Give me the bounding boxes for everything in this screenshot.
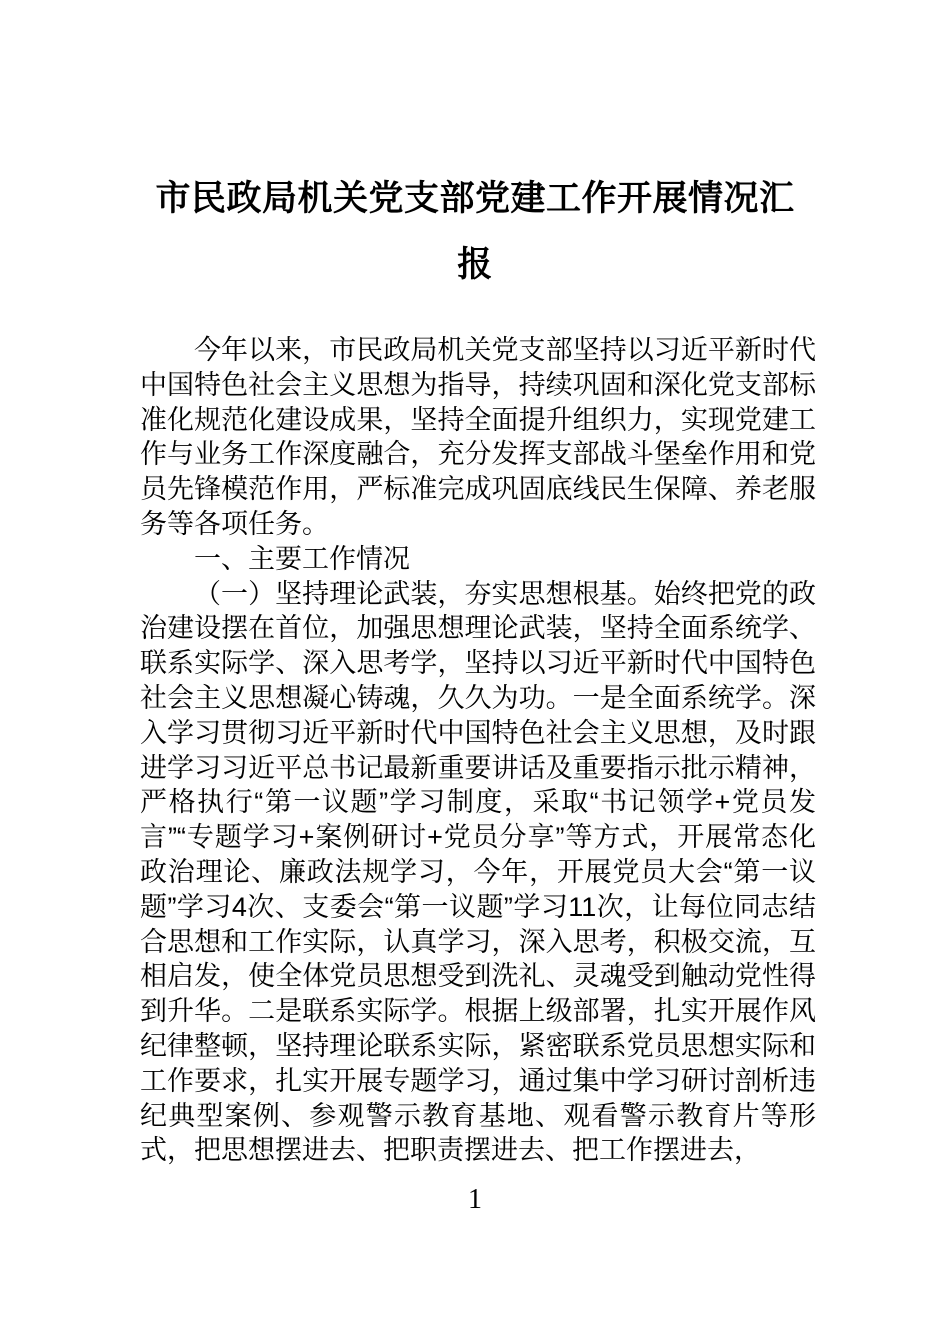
- document-title: 市民政局机关党支部党建工作开展情况汇报: [155, 179, 795, 284]
- document-body: [140, 333, 816, 1168]
- section-heading-main-work: 一、主要工作情况: [194, 543, 410, 574]
- paragraph-intro: 今年以来，市民政局机关党支部坚持以习近平新时代中国特色社会主义思想为指导，持续巩固和深化党支部标准化规范化建设成果，坚持全面提升组织力，实现党建工作与业务工作深度融合，充分发挥支部战斗堡垒作用和党员先锋模范作用，严标准完成巩固底线民生保障、养老服务等各项任务。: [140, 335, 816, 539]
- page-number: 1: [468, 1184, 482, 1215]
- paragraph-section-one: （一）坚持理论武装，夯实思想根基。始终把党的政治建设摆在首位，加强思想理论武装，坚持全面系统学、联系实际学、深入思考学，坚持以习近平新时代中国特色社会主义思想凝心铸魂，久久为功。一是全面系统学。深入学习贯彻习近平新时代中国特色社会主义思想，及时跟进学习习近平总书记最新重要讲话及重要指示批示精神，严格执行“第一议题”学习制度，采取“书记领学+党员发言”“专题学习+案例研讨+党员分享”等方式，开展常态化政治理论、廉政法规学习，今年，开展党员大会“第一议题”学习4次、支委会“第一议题”学习11次，让每位同志结合思想和工作实际，认真学习，深入思考，积极交流，互相启发，使全体党员思想受到洗礼、灵魂受到触动党性得到升华。二是联系实际学。根据上级部署，扎实开展作风纪律整顿，坚持理论联系实际，紧密联系党员思想实际和工作要求，扎实开展专题学习，通过集中学习研讨剖析违纪典型案例、参观警示教育基地、观看警示教育片等形式，把思想摆进去、把职责摆进去、把工作摆进去，: [140, 578, 816, 1166]
